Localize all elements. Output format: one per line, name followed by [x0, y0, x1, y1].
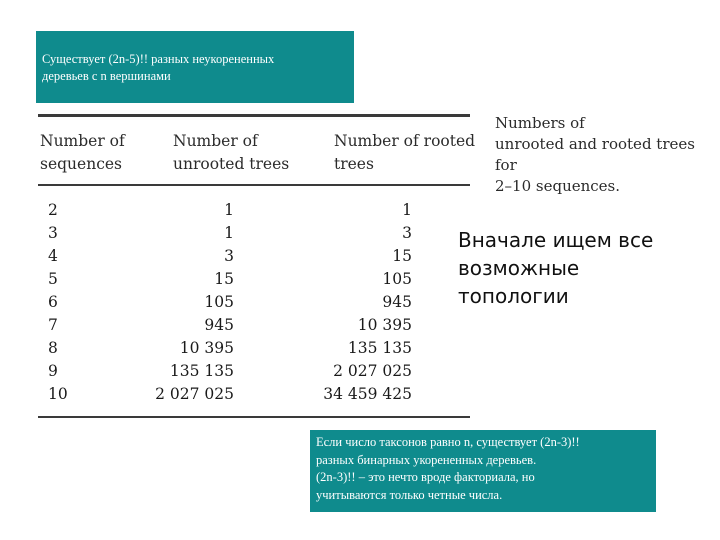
header-rooted [334, 130, 475, 176]
table-row [38, 314, 470, 337]
cell-sequences: 8 [48, 339, 58, 357]
table-row [38, 337, 470, 360]
header-unrooted-line-1: Number of [173, 132, 258, 150]
header-unrooted-line-2: unrooted trees [173, 155, 290, 173]
cell-sequences: 4 [48, 247, 58, 265]
note-line-3: топологии [458, 284, 569, 308]
bottom-info-box [310, 430, 656, 512]
caption-line-2: unrooted and rooted trees for [495, 135, 695, 174]
caption-line-3: 2–10 sequences. [495, 177, 621, 195]
bottom-info-line-1: Если число таксонов равно n, существует (2n-3)!! [316, 435, 580, 449]
table-top-rule [38, 114, 470, 117]
cell-unrooted: 945 [204, 316, 234, 334]
table-row [38, 222, 470, 245]
cell-sequences: 5 [48, 270, 58, 288]
table-row [38, 383, 470, 406]
header-unrooted [173, 130, 289, 176]
cell-rooted: 15 [392, 247, 412, 265]
cell-rooted: 945 [382, 293, 412, 311]
cell-sequences: 3 [48, 224, 58, 242]
cell-unrooted: 135 135 [169, 362, 234, 380]
cell-rooted: 3 [402, 224, 412, 242]
header-rooted-line-1: Number of rooted [334, 132, 476, 150]
table-header-rule [38, 184, 470, 186]
table-caption [495, 113, 720, 197]
cell-unrooted: 15 [214, 270, 234, 288]
table-row [38, 291, 470, 314]
cell-unrooted: 10 395 [179, 339, 234, 357]
cell-sequences: 7 [48, 316, 58, 334]
header-sequences-line-1: Number of [40, 132, 125, 150]
header-sequences [40, 130, 125, 176]
cell-unrooted: 2 027 025 [155, 385, 234, 403]
note-line-1: Вначале ищем все [458, 228, 654, 252]
cell-rooted: 10 395 [357, 316, 412, 334]
top-info-line-2: деревьев с n вершинами [42, 69, 171, 83]
cell-sequences: 2 [48, 201, 58, 219]
cell-rooted: 135 135 [347, 339, 412, 357]
cell-rooted: 1 [402, 201, 412, 219]
cell-rooted: 105 [382, 270, 412, 288]
top-info-line-1: Существует (2n-5)!! разных неукорененных [42, 52, 275, 66]
cell-sequences: 9 [48, 362, 58, 380]
header-rooted-line-2: trees [334, 155, 374, 173]
table-row [38, 360, 470, 383]
note-line-2: возможные [458, 256, 580, 280]
header-sequences-line-2: sequences [40, 155, 122, 173]
caption-line-1: Numbers of [495, 114, 585, 132]
cell-unrooted: 1 [224, 224, 234, 242]
cell-sequences: 6 [48, 293, 58, 311]
cell-rooted: 2 027 025 [333, 362, 412, 380]
bottom-info-line-3: (2n-3)!! – это нечто вроде факториала, но [316, 470, 535, 484]
tree-count-table [38, 105, 478, 423]
top-info-box [36, 31, 354, 103]
cell-unrooted: 1 [224, 201, 234, 219]
table-bottom-rule [38, 416, 470, 418]
cell-rooted: 34 459 425 [323, 385, 412, 403]
table-row [38, 268, 470, 291]
table-row [38, 199, 470, 222]
bottom-info-line-2: разных бинарных укорененных деревьев. [316, 452, 537, 467]
cell-unrooted: 3 [224, 247, 234, 265]
table-row [38, 245, 470, 268]
cell-sequences: 10 [48, 385, 68, 403]
bottom-info-line-4: учитываются только четные числа. [316, 487, 503, 502]
topology-note [458, 226, 698, 310]
cell-unrooted: 105 [204, 293, 234, 311]
